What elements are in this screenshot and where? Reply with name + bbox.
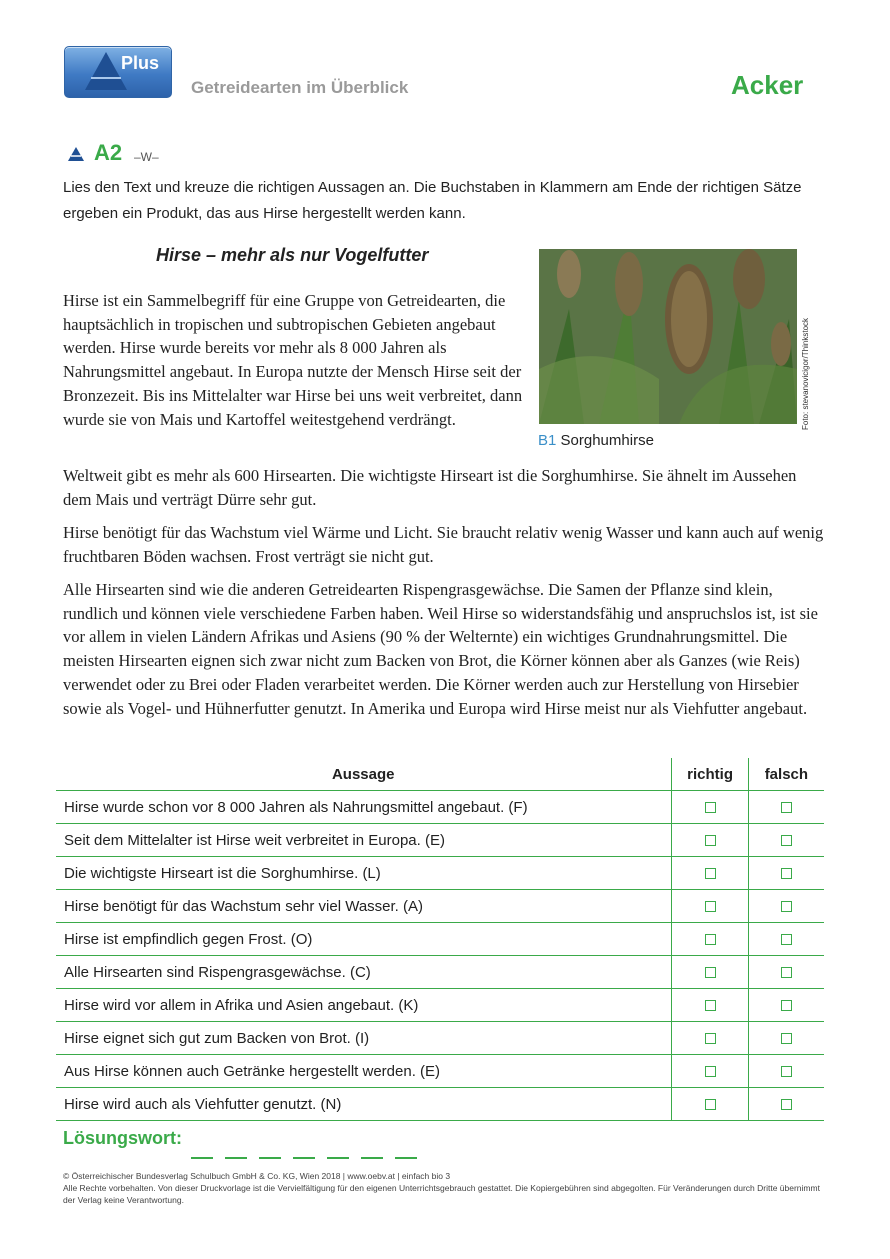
falsch-checkbox[interactable] bbox=[781, 1033, 792, 1044]
falsch-checkbox[interactable] bbox=[781, 868, 792, 879]
table-row bbox=[56, 890, 824, 923]
task-number: A2 bbox=[94, 140, 123, 165]
statement-text: Aus Hirse können auch Getränke hergestellt werden. (E) bbox=[64, 1062, 441, 1080]
page-header-title: Getreidearten im Überblick bbox=[191, 78, 409, 97]
letter-blank[interactable] bbox=[327, 1157, 349, 1159]
richtig-checkbox[interactable] bbox=[705, 967, 716, 978]
image-caption bbox=[538, 432, 654, 449]
logo-text: Plus bbox=[120, 53, 159, 73]
letter-blank[interactable] bbox=[259, 1157, 281, 1159]
task-type: –W– bbox=[134, 150, 159, 164]
article-paragraph-2: Weltweit gibt es mehr als 600 Hirsearten. Die wichtigste Hirseart ist die Sorghumhirse. Sie ähnelt im Aussehen dem Mais und verträgt Dürre sehr gut. bbox=[63, 466, 797, 509]
sorghum-photo bbox=[539, 249, 797, 424]
richtig-checkbox[interactable] bbox=[705, 802, 716, 813]
statement-text: Die wichtigste Hirseart ist die Sorghumhirse. (L) bbox=[64, 864, 381, 882]
table-row bbox=[56, 989, 824, 1022]
photo-credit: Foto: stevanovicigor/Thinkstock bbox=[801, 317, 810, 430]
statement-text: Hirse wird auch als Viehfutter genutzt. (N) bbox=[64, 1095, 342, 1113]
plus-logo bbox=[64, 46, 172, 98]
richtig-checkbox[interactable] bbox=[705, 868, 716, 879]
article-paragraph-3: Hirse benötigt für das Wachstum viel Wärme und Licht. Sie braucht relativ wenig Wasser und kann auch auf wenig fruchtbaren Böden wachsen. Frost verträgt sie nicht gut. bbox=[63, 523, 824, 566]
statement-text: Hirse benötigt für das Wachstum sehr viel Wasser. (A) bbox=[64, 897, 424, 915]
table-row bbox=[56, 824, 824, 857]
table-row bbox=[56, 1022, 824, 1055]
statement-text: Hirse ist empfindlich gegen Frost. (O) bbox=[64, 930, 313, 948]
letter-blank[interactable] bbox=[361, 1157, 383, 1159]
statement-text: Hirse eignet sich gut zum Backen von Brot. (I) bbox=[64, 1029, 370, 1047]
copyright-footer bbox=[63, 1170, 833, 1206]
table-header-row bbox=[56, 758, 824, 791]
falsch-checkbox[interactable] bbox=[781, 1066, 792, 1077]
letter-blank[interactable] bbox=[395, 1157, 417, 1159]
letter-blank[interactable] bbox=[293, 1157, 315, 1159]
statements-table bbox=[56, 758, 824, 1121]
statement-text: Hirse wurde schon vor 8 000 Jahren als Nahrungsmittel angebaut. (F) bbox=[64, 798, 528, 816]
falsch-checkbox[interactable] bbox=[781, 901, 792, 912]
table-row bbox=[56, 791, 824, 824]
richtig-checkbox[interactable] bbox=[705, 934, 716, 945]
footer-line-2: Alle Rechte vorbehalten. Von dieser Druckvorlage ist die Vervielfältigung für den eigenen Unterrichtsgebrauch gestattet. Die Kopiergebühren sind abgegolten. Für Veränderungen durch Dritte übernimmt der Verlag keine Verantwortung. bbox=[63, 1183, 820, 1205]
page-category: Acker bbox=[731, 70, 804, 100]
richtig-checkbox[interactable] bbox=[705, 1000, 716, 1011]
richtig-checkbox[interactable] bbox=[705, 835, 716, 846]
statement-text: Hirse wird vor allem in Afrika und Asien angebaut. (K) bbox=[64, 996, 419, 1014]
solution-label: Lösungswort: bbox=[63, 1128, 182, 1148]
footer-line-1: © Österreichischer Bundesverlag Schulbuch GmbH & Co. KG, Wien 2018 | www.oebv.at | einfach bio 3 bbox=[63, 1171, 451, 1181]
falsch-checkbox[interactable] bbox=[781, 802, 792, 813]
richtig-checkbox[interactable] bbox=[705, 901, 716, 912]
article-title: Hirse – mehr als nur Vogelfutter bbox=[156, 245, 429, 265]
table-row bbox=[56, 956, 824, 989]
falsch-checkbox[interactable] bbox=[781, 934, 792, 945]
falsch-checkbox[interactable] bbox=[781, 967, 792, 978]
table-row bbox=[56, 923, 824, 956]
solution-blanks[interactable] bbox=[191, 1146, 429, 1164]
statement-text: Alle Hirsearten sind Rispengrasgewächse. (C) bbox=[64, 963, 371, 981]
letter-blank[interactable] bbox=[191, 1157, 213, 1159]
caption-text: Sorghumhirse bbox=[560, 432, 654, 449]
header-falsch: falsch bbox=[748, 758, 824, 791]
falsch-checkbox[interactable] bbox=[781, 1099, 792, 1110]
article-paragraph-4: Alle Hirsearten sind wie die anderen Getreidearten Rispengrasgewächse. Die Samen der Pflanze sind klein, rundlich und können viele verschiedene Farben haben. Weil Hirse so widerstandsfähig und anspruchslos ist, ist sie vor allem in vielen Ländern Afrikas und Asiens (90 % der Welternte) ein wichtiges Grundnahrungsmittel. Die meisten Hirsearten eignen sich zwar nicht zum Backen von Brot, die Körner können aber als Ganzes (wie Reis) verwendet oder zu Brei oder Fladen verarbeitet werden. Die Körner werden auch zur Herstellung von Hirsebier sowie als Vogel- und Hühnerfutter genutzt. In Amerika und Europa wird Hirse meist nur als Viehfutter angebaut. bbox=[63, 580, 818, 718]
table-row bbox=[56, 1088, 824, 1121]
table-row bbox=[56, 857, 824, 890]
richtig-checkbox[interactable] bbox=[705, 1066, 716, 1077]
caption-number: B1 bbox=[538, 432, 557, 449]
statement-text: Seit dem Mittelalter ist Hirse weit verbreitet in Europa. (E) bbox=[64, 831, 445, 849]
falsch-checkbox[interactable] bbox=[781, 835, 792, 846]
article-paragraph-1: Hirse ist ein Sammelbegriff für eine Gruppe von Getreidearten, die hauptsächlich in tropischen und subtropischen Gebieten angebaut werden. Hirse wurde bereits vor mehr als 8 000 Jahren als Nahrungsmittel angebaut. In Europa nutzte der Mensch Hirse seit der Bronzezeit. Bis ins Mittelalter war Hirse bei uns weit verbreitet, dann wurde sie von Mais und Kartoffel weitestgehend verdrängt. bbox=[63, 291, 523, 429]
richtig-checkbox[interactable] bbox=[705, 1099, 716, 1110]
task-instruction: Lies den Text und kreuze die richtigen Aussagen an. Die Buchstaben in Klammern am Ende der richtigen Sätze ergeben ein Produkt, das aus Hirse hergestellt werden kann. bbox=[63, 179, 802, 222]
falsch-checkbox[interactable] bbox=[781, 1000, 792, 1011]
header-richtig: richtig bbox=[672, 758, 748, 791]
table-row bbox=[56, 1055, 824, 1088]
header-aussage: Aussage bbox=[331, 765, 395, 783]
letter-blank[interactable] bbox=[225, 1157, 247, 1159]
richtig-checkbox[interactable] bbox=[705, 1033, 716, 1044]
level-triangle-icon bbox=[67, 146, 85, 162]
